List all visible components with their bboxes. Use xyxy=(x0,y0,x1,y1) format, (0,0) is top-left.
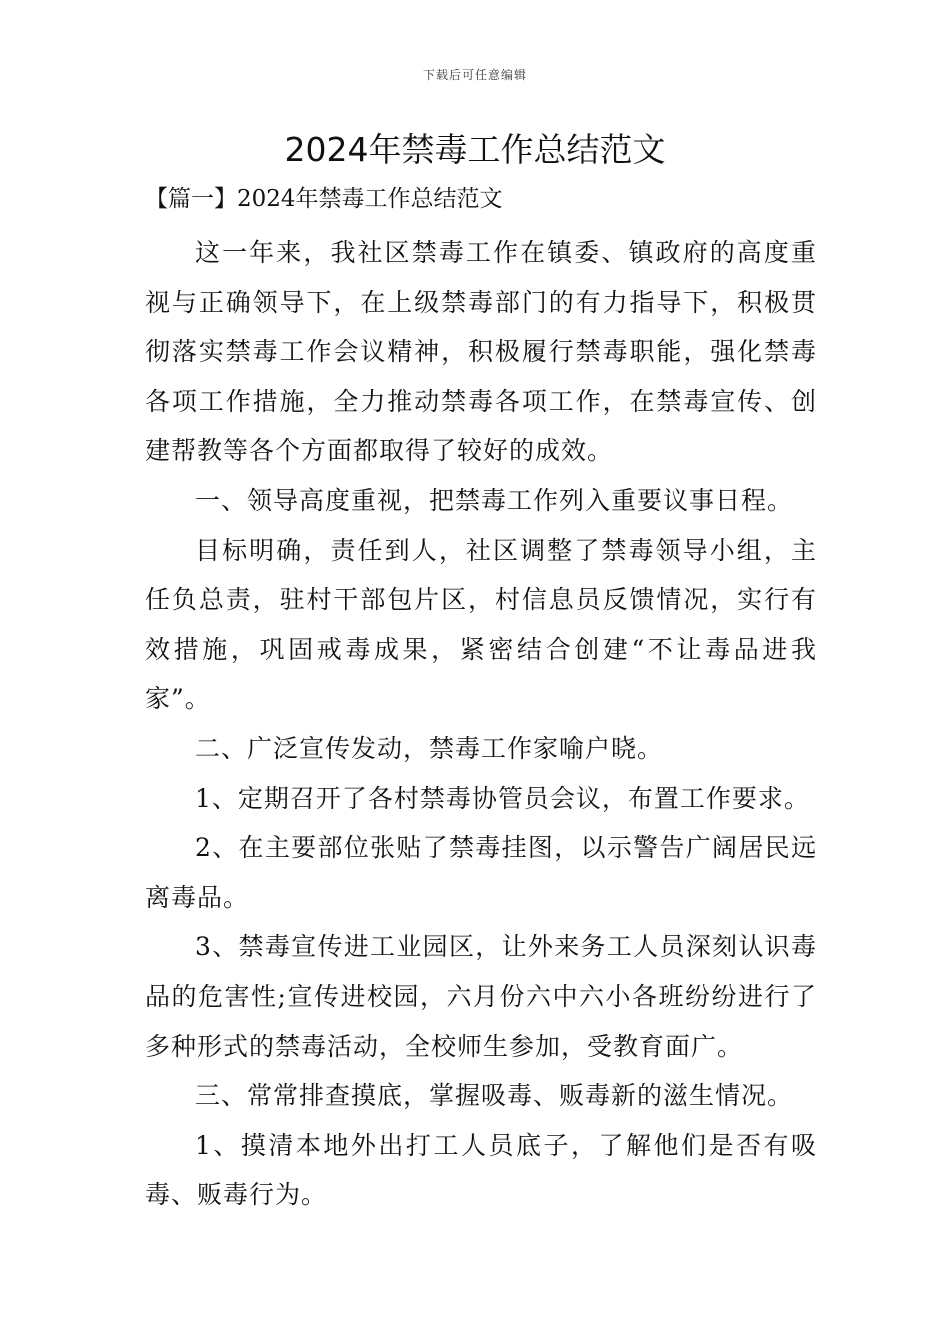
paragraph-item: 1、摸清本地外出打工人员底子，了解他们是否有吸毒、贩毒行为。 xyxy=(145,1130,817,1210)
paragraph-item: 2、在主要部位张贴了禁毒挂图，以示警告广阔居民远离毒品。 xyxy=(145,833,817,912)
paragraph: 目标明确，责任到人，社区调整了禁毒领导小组，主任负总责，驻村干部包片区，村信息员反馈情况，实行有效措施，巩固戒毒成果，紧密结合创建“不让毒品进我家”。 xyxy=(145,535,817,714)
section-heading: 【篇一】2024年禁毒工作总结范文 xyxy=(145,186,503,212)
header-note: 下载后可任意编辑 xyxy=(422,68,527,82)
paragraph-item: 3、禁毒宣传进工业园区，让外来务工人员深刻认识毒品的危害性;宣传进校园，六月份六中六小各班纷纷进行了多种形式的禁毒活动，全校师生参加，受教育面广。 xyxy=(145,932,817,1061)
paragraph-heading-3: 三、常常排查摸底，掌握吸毒、贩毒新的滋生情况。 xyxy=(195,1081,794,1111)
document-title: 2024年禁毒工作总结范文 xyxy=(284,130,666,169)
paragraph-heading-1: 一、领导高度重视，把禁毒工作列入重要议事日程。 xyxy=(195,485,794,515)
paragraph-intro: 这一年来，我社区禁毒工作在镇委、镇政府的高度重视与正确领导下，在上级禁毒部门的有力指导下，积极贯彻落实禁毒工作会议精神，积极履行禁毒职能，强化禁毒各项工作措施，全力推动禁毒各项工作，在禁毒宣传、创建帮教等各个方面都取得了较好的成效。 xyxy=(145,238,817,466)
document-body xyxy=(145,228,817,1220)
paragraph-item: 1、定期召开了各村禁毒协管员会议，布置工作要求。 xyxy=(195,783,810,813)
paragraph-heading-2: 二、广泛宣传发动，禁毒工作家喻户晓。 xyxy=(195,733,664,763)
